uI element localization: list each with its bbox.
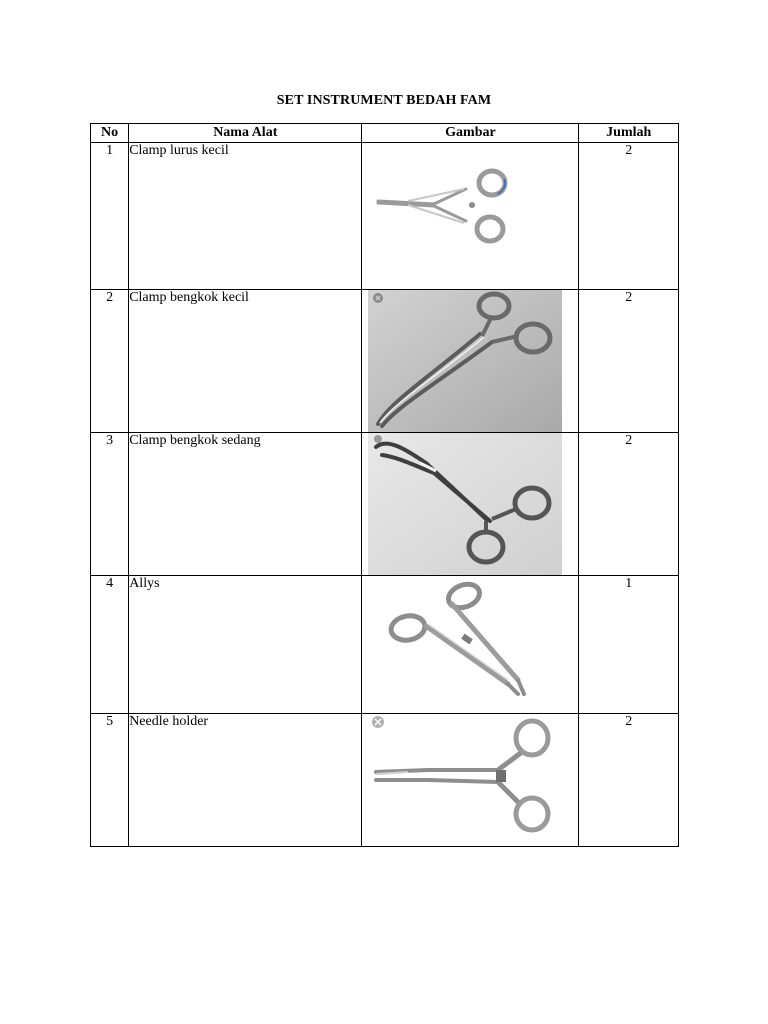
instrument-quantity: 2 xyxy=(579,433,679,576)
curved-clamp-icon xyxy=(368,433,562,575)
document-title: SET INSTRUMENT BEDAH FAM xyxy=(276,93,492,108)
instrument-quantity: 2 xyxy=(579,290,679,433)
table-row xyxy=(91,290,679,433)
header-name: Nama Alat xyxy=(129,124,362,143)
table-row xyxy=(91,143,679,290)
straight-clamp-icon xyxy=(368,143,518,267)
instrument-table xyxy=(90,123,679,847)
instrument-name: Clamp lurus kecil xyxy=(129,143,362,290)
row-number: 5 xyxy=(91,714,129,847)
row-number: 3 xyxy=(91,433,129,576)
instrument-quantity: 2 xyxy=(579,143,679,290)
instrument-name: Clamp bengkok sedang xyxy=(129,433,362,576)
row-number: 4 xyxy=(91,576,129,714)
allis-forceps-icon xyxy=(368,576,562,713)
instrument-name: Allys xyxy=(129,576,362,714)
table-row xyxy=(91,576,679,714)
curved-clamp-icon xyxy=(368,290,562,432)
instrument-image-cell xyxy=(362,143,579,290)
instrument-image-cell xyxy=(362,576,579,714)
instrument-image-cell xyxy=(362,290,579,433)
header-image: Gambar xyxy=(362,124,579,143)
table-row xyxy=(91,714,679,847)
needle-holder-icon xyxy=(368,714,562,844)
instrument-quantity: 2 xyxy=(579,714,679,847)
header-qty: Jumlah xyxy=(579,124,679,143)
row-number: 1 xyxy=(91,143,129,290)
row-number: 2 xyxy=(91,290,129,433)
table-header-row xyxy=(91,124,679,143)
instrument-quantity: 1 xyxy=(579,576,679,714)
instrument-image-cell xyxy=(362,714,579,847)
table-row xyxy=(91,433,679,576)
instrument-name: Needle holder xyxy=(129,714,362,847)
header-no: No xyxy=(91,124,129,143)
instrument-image-cell xyxy=(362,433,579,576)
instrument-name: Clamp bengkok kecil xyxy=(129,290,362,433)
